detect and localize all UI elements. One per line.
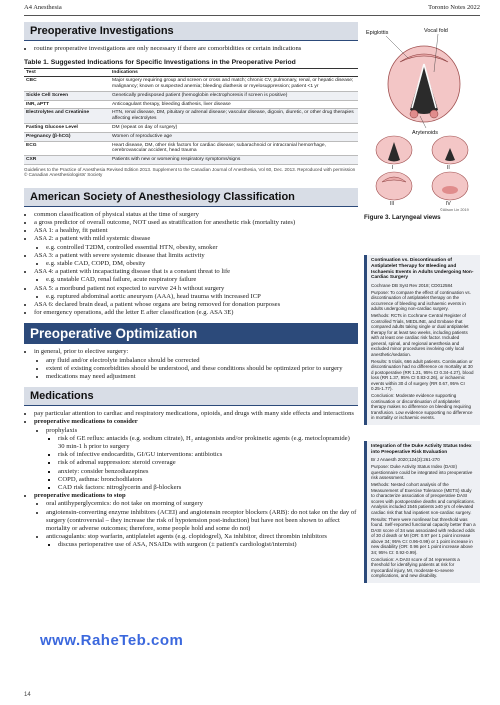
list-item (34, 285, 358, 301)
watermark-text: www.RaheTeb.com (40, 632, 184, 649)
label-view-IV: IV (446, 201, 451, 207)
list-item: • e.g. controlled T2DM, controlled essential HTN, obesity, smoker (46, 244, 358, 252)
laryngeal-view-I (376, 136, 412, 164)
figure-caption: Figure 3. Laryngeal views (364, 214, 441, 221)
figure-credit: ©Alison Lin 2019 (440, 208, 469, 212)
list-item: • e.g. unstable CAD, renal failure, acute respiratory failure (46, 276, 358, 284)
table-row (24, 132, 358, 141)
list-item-text: prophylaxis (46, 426, 78, 434)
list-item (34, 235, 358, 251)
medications-list (24, 410, 358, 549)
page-number: 14 (24, 692, 31, 698)
list-item-text: ASA 4: a patient with incapacitating disease that is a constant threat to life (34, 268, 231, 276)
table-source: Guidelines to the Practice of Anesthesia Revised Edition 2013. Supplement to the Canadian Journal of Anesthesia, Vol 60, Dec. 2013. Reproduced with permission © Canadian Anesthesiologists' Society (24, 166, 356, 178)
list-item: ▪ anxiety: consider benzodiazepines (58, 468, 358, 476)
list-item: ▪ COPD, asthma: bronchodilators (58, 476, 358, 484)
page-header (24, 4, 480, 16)
table-row (24, 91, 358, 100)
table-cell-test: Pregnancy (β-hCG) (24, 132, 110, 141)
asa-list (24, 211, 358, 318)
sub-list (34, 276, 358, 284)
table-header-test: Test (24, 69, 110, 77)
list-item: • e.g. ruptured abdominal aortic aneurysm (AAA), head trauma with increased ICP (46, 293, 358, 301)
table-header-indications: Indications (110, 69, 358, 77)
list-item-text: oral antihyperglycemics: do not take on morning of surgery (46, 500, 203, 508)
box2-methods: Methods: Nested cohort analysis of the Measurement of Exercise Tolerance (METS) study to characterize association of preoperative DASI scores with postoperative deaths and complications. Analysis included 1546 patients ≥40 yrs of elevated cardiac risk that had inpatient non-cardiac surgery. (371, 482, 476, 515)
table-cell-test: Fasting Glucose Level (24, 123, 110, 132)
list-item: • any fluid and/or electrolyte imbalance should be corrected (46, 357, 358, 365)
sub-list (46, 541, 358, 549)
table-row (24, 141, 358, 156)
list-item-text: ASA 3: a patient with severe systemic disease that limits activity (34, 251, 205, 259)
list-item (34, 309, 358, 317)
list-item-text: ASA 1: a healthy, fit patient (34, 227, 108, 235)
list-item-text: ASA 5: a moribund patient not expected to survive 24 h without surgery (34, 284, 225, 292)
label-vocal-fold: Vocal fold (424, 28, 448, 34)
box1-results: Results: 5 trials, 666 adult patients. Continuation or discontinuation had no difference on mortality at 30 d postoperative (RR 1.21, 95% CI 0.34-4.27), blood loss (RR 1.37, 95% CI 0.83-2.26), or ischaemic events within 30 d of surgery (RR 0.67, 95% CI 0.25-1.77). (371, 358, 474, 392)
list-item (34, 219, 358, 227)
sidebar-column (364, 22, 480, 583)
table-cell-test: Sickle Cell Screen (24, 91, 110, 100)
label-view-I: I (392, 165, 394, 171)
list-item-text: for emergency operations, add the letter E after classification (e.g. ASA 3E) (34, 309, 234, 317)
list-item-text: anticoagulants: stop warfarin, antiplatelet agents (e.g. clopidogrel), Xa inhibitor, direct thrombin inhibitors (46, 533, 327, 541)
laryngeal-views-illustration (364, 22, 480, 212)
list-item-text: angiotensin-converting enzyme inhibitors (ACEI) and angiotensin receptor blockers (ARB): do not take on the day of surgery (controversial – they increase the risk of hypotension post-induction) but have not been shown to affect mortality or adverse outcomes; therefore, some people hold and some do not) (46, 508, 357, 533)
table-cell-indications: DM (repeat on day of surgery) (110, 123, 358, 132)
label-epiglottis: Epiglottis (366, 30, 389, 36)
sub-list (34, 357, 358, 382)
table-row (24, 109, 358, 124)
list-item (34, 348, 358, 381)
laryngeal-view-large (386, 34, 460, 128)
list-item (46, 500, 358, 508)
header-right: Toronto Notes 2022 (428, 4, 480, 11)
list-item: ▪ risk of adrenal suppression: steroid coverage (58, 459, 358, 467)
evidence-box-dasi (364, 441, 480, 583)
list-item: ▪ discuss perioperative use of ASA, NSAIDs with surgeon (± patient's cardiologist/internist) (58, 541, 358, 549)
laryngeal-views-figure (364, 22, 480, 212)
laryngeal-view-IV (432, 172, 468, 200)
list-item: ▪ risk of GE reflux: antacids (e.g. sodium citrate), H₂ antagonists and/or prokinetic agents (e.g. metoclopramide) 30 min-1 h prior to surgery (58, 435, 358, 451)
sub-list (34, 427, 358, 493)
table-caption: Table 1. Suggested Indications for Specific Investigations in the Preoperative Period (24, 59, 296, 67)
table-cell-test: Electrolytes and Creatinine (24, 109, 110, 124)
laryngeal-view-III (376, 172, 412, 200)
label-view-III: III (390, 201, 395, 207)
table-row (24, 123, 358, 132)
list-item (34, 211, 358, 219)
list-item (34, 492, 358, 549)
sub-list (34, 293, 358, 301)
box1-conclusion: Conclusion: Moderate evidence supporting continuation or discontinuation of antiplatelet therapy makes no difference on bleeding requiring transfusion. Low evidence supporting no difference in mortality or ischaemic events. (371, 393, 473, 421)
table-cell-indications: HTN, renal disease, DM, pituitary or adrenal disease; vascular disease, digoxin, diuretic, or other drug therapies affecting electrolytes (110, 109, 358, 124)
sub-list (34, 244, 358, 252)
section-title-asa: American Society of Anesthesiology Classification (24, 188, 358, 207)
preop-bullet: • routine preoperative investigations are only necessary if there are comorbidities or certain indications (34, 45, 358, 53)
table-cell-indications: Anticoagulant therapy, bleeding diathesis, liver disease (110, 100, 358, 109)
table-row (24, 77, 358, 92)
table-row (24, 100, 358, 109)
box2-results: Results: There were nonlinear but threshold was found. Self-reported functional capacity better than a DASI score of 34 was associated with reduced odds of 30 d death or MI (OR: 0.97 per 1 point increase above 34; 95% CI: 0.96-0.99) or 1 point increase in new disability (OR: 0.96 per 1 point increase above 34; 95% CI: 0.92-0.99). (371, 516, 476, 555)
list-item-text: common classification of physical status at the time of surgery (34, 210, 199, 218)
list-item-text: preoperative medications to consider (34, 418, 138, 426)
list-item-text: in general, prior to elective surgery: (34, 348, 129, 356)
list-item: ▪ risk of infective endocarditis, GI/GU interventions: antibiotics (58, 451, 358, 459)
table-cell-indications: Heart disease, DM, other risk factors for cardiac disease; subarachnoid or intracranial hemorrhage, cerebrovascular accident, head trauma (110, 141, 358, 156)
section-title-medications: Medications (24, 387, 358, 406)
box2-title: Integration of the Duke Activity Status Index into Preoperative Risk Evaluation (371, 444, 472, 455)
section-title-preop-investigations: Preoperative Investigations (24, 22, 358, 41)
list-item (46, 533, 358, 549)
list-item: • e.g. stable CAD, COPD, DM, obesity (46, 260, 358, 268)
box1-citation: Cochrane DB Syst Rev 2018; CD012584 (371, 282, 453, 288)
table-cell-indications: Major surgery requiring group and screen or cross and match; chronic CV, pulmonary, renal, or hepatic disease; malignancy; known or suspected anemia; bleeding diathesis or myelosuppression; patient <1 yr (110, 77, 358, 92)
section-title-optimization: Preoperative Optimization (24, 323, 358, 344)
box2-citation: Br J Anaesth 2020;124(3):261-270 (371, 457, 440, 463)
list-item (46, 509, 358, 534)
table-cell-test: INR, aPTT (24, 100, 110, 109)
sub-list (34, 260, 358, 268)
investigations-table (24, 68, 358, 165)
table-row (24, 156, 358, 165)
table-cell-test: CBC (24, 77, 110, 92)
list-item: ▪ CAD risk factors: nitroglycerin and β-blockers (58, 484, 358, 492)
label-view-II: II (447, 165, 450, 171)
sub-list (46, 435, 358, 492)
list-item (34, 410, 358, 418)
table-cell-indications: Women of reproductive age (110, 132, 358, 141)
list-item-text: pay particular attention to cardiac and respiratory medications, opioids, and drugs with many side effects and interactions (34, 410, 354, 418)
laryngeal-view-II (432, 136, 468, 164)
list-item (34, 252, 358, 268)
preop-bullets (24, 45, 358, 53)
table-cell-indications: Genetically predisposed patient (hemoglobin electrophoresis if screen is positive) (110, 91, 358, 100)
list-item-text: preoperative medications to stop (34, 492, 126, 500)
list-item (34, 418, 358, 492)
table-cell-indications: Patients with new or worsening respiratory symptoms/signs (110, 156, 358, 165)
evidence-box-antiplatelet (364, 255, 480, 425)
box1-methods: Methods: RCTs in Cochrane Central Register of Controlled Trials, MEDLINE, and Embase that compared adults taking single or dual antiplatelet therapy for at least two weeks, including patients with at least one cardiac risk factor. Included general, spinal, and regional anesthesia and excluded minor procedures involving only local anesthetic/sedation. (371, 313, 469, 357)
header-left: A4 Anesthesia (24, 4, 62, 11)
box2-conclusion: Conclusion: A DASI score of 34 represents a threshold for identifying patients at risk for myocardial injury, MI, moderate-to-severe complications, and new disability. (371, 556, 460, 579)
box2-purpose: Purpose: Duke Activity Status Index (DASI) questionnaire could be integrated into preoperative risk assessment. (371, 464, 473, 481)
list-item (46, 427, 358, 493)
list-item (34, 301, 358, 309)
list-item: • medications may need adjustment (46, 373, 358, 381)
box1-purpose: Purpose: To compare the effect of continuation vs. discontinuation of antiplatelet therapy on the occurrence of bleeding and ischaemic events in adults undergoing non-cardiac surgery. (371, 289, 471, 312)
table-cell-test: CXR (24, 156, 110, 165)
list-item (34, 227, 358, 235)
optimization-list (24, 348, 358, 381)
list-item-text: ASA 2: a patient with mild systemic disease (34, 235, 151, 243)
sub-list (34, 500, 358, 549)
list-item-text: a gross predictor of overall outcome, NOT used as stratification for anesthetic risk (mortality rates) (34, 218, 296, 226)
list-item-text: ASA 6: declared brain dead, a patient whose organs are being removed for donation purposes (34, 301, 281, 309)
label-arytenoids: Arytenoids (412, 130, 438, 136)
main-column (24, 22, 358, 550)
header-rule (24, 15, 480, 16)
table-cell-test: ECG (24, 141, 110, 156)
list-item: • extent of existing comorbidities should be understood, and these conditions should be optimized prior to surgery (46, 365, 358, 373)
box1-title: Continuation vs. Discontinuation of Antiplatelet Therapy for Bleeding and Ischaemic Events in Adults Undergoing Non-Cardiac Surgery (371, 258, 474, 281)
list-item (34, 268, 358, 284)
